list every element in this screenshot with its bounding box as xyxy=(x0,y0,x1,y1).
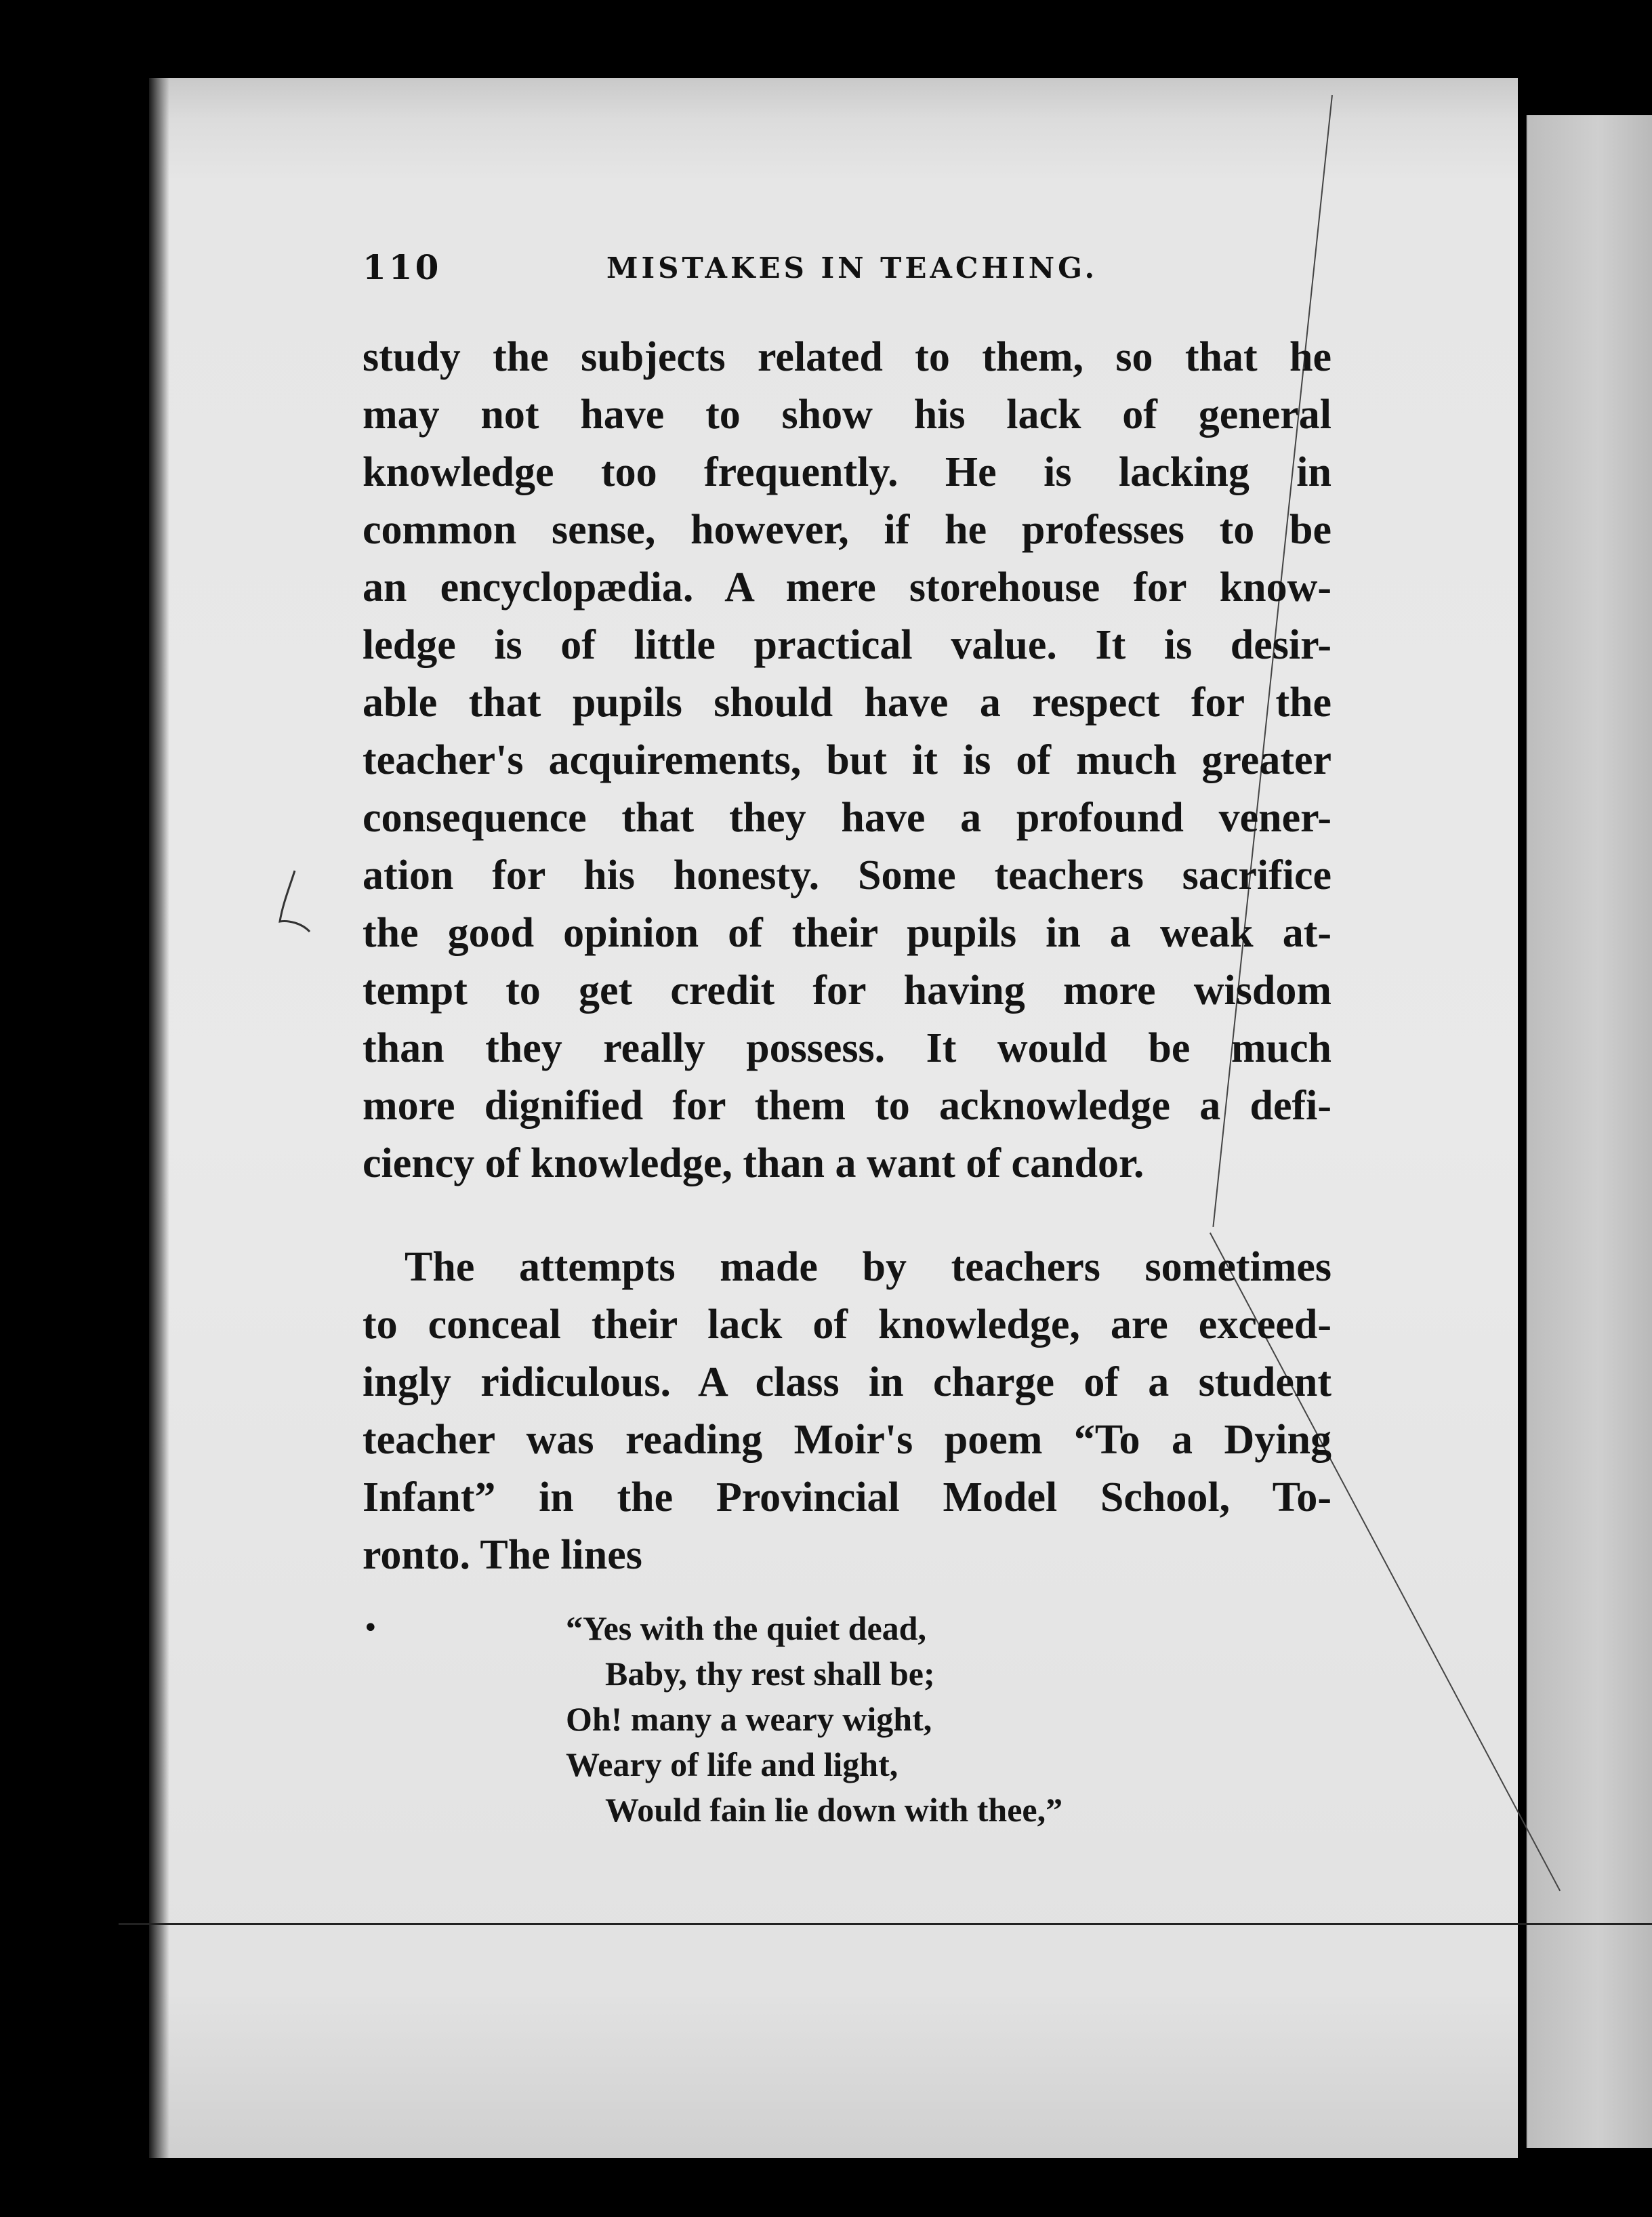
page-bottom-rule xyxy=(119,1923,1652,1925)
handwritten-margin-mark xyxy=(274,867,315,942)
text-line: ledge is of little practical value. It is desir- xyxy=(363,622,1331,668)
text-line: ronto. The lines xyxy=(363,1532,642,1578)
text-line: may not have to show his lack of general xyxy=(363,392,1331,438)
text-line: study the subjects related to them, so that he xyxy=(363,334,1331,380)
poem-quotation xyxy=(566,1606,1062,1833)
paragraph xyxy=(363,1239,1331,1584)
text-line: ciency of knowledge, than a want of candor. xyxy=(363,1140,1144,1186)
text-line: teacher's acquirements, but it is of much greater xyxy=(363,737,1331,783)
bullet-mark: • xyxy=(363,1613,379,1644)
paragraph xyxy=(363,329,1331,1193)
text-line: able that pupils should have a respect for the xyxy=(363,680,1331,726)
poem-line: Would fain lie down with thee,” xyxy=(605,1791,1063,1829)
text-line: an encyclopædia. A mere storehouse for know- xyxy=(363,564,1331,610)
page-number: 110 xyxy=(363,247,442,287)
text-line: teacher was reading Moir's poem “To a Dying xyxy=(363,1417,1331,1463)
text-line: to conceal their lack of knowledge, are exceed- xyxy=(363,1302,1331,1348)
text-line: ation for his honesty. Some teachers sacrifice xyxy=(363,852,1331,898)
poem-line: Weary of life and light, xyxy=(566,1745,899,1783)
text-line: common sense, however, if he professes to be xyxy=(363,507,1331,553)
text-line: ingly ridiculous. A class in charge of a student xyxy=(363,1359,1331,1405)
text-line: than they really possess. It would be much xyxy=(363,1025,1331,1071)
text-line: the good opinion of their pupils in a weak at- xyxy=(363,910,1331,956)
poem-line: “Yes with the quiet dead, xyxy=(566,1609,926,1647)
text-line: tempt to get credit for having more wisdom xyxy=(363,968,1331,1014)
poem-line: Oh! many a weary wight, xyxy=(566,1700,932,1738)
running-head xyxy=(363,247,1331,302)
body-text xyxy=(363,329,1331,1584)
text-line: The attempts made by teachers sometimes xyxy=(405,1244,1331,1290)
facing-page-edge xyxy=(1518,115,1652,2148)
text-line: Infant” in the Provincial Model School, To- xyxy=(363,1474,1331,1520)
text-line: consequence that they have a profound vener- xyxy=(363,795,1331,841)
poem-line: Baby, thy rest shall be; xyxy=(605,1655,935,1693)
running-title: MISTAKES IN TEACHING. xyxy=(606,251,1098,285)
text-line: more dignified for them to acknowledge a defi- xyxy=(363,1083,1331,1129)
text-line: knowledge too frequently. He is lacking in xyxy=(363,449,1331,495)
